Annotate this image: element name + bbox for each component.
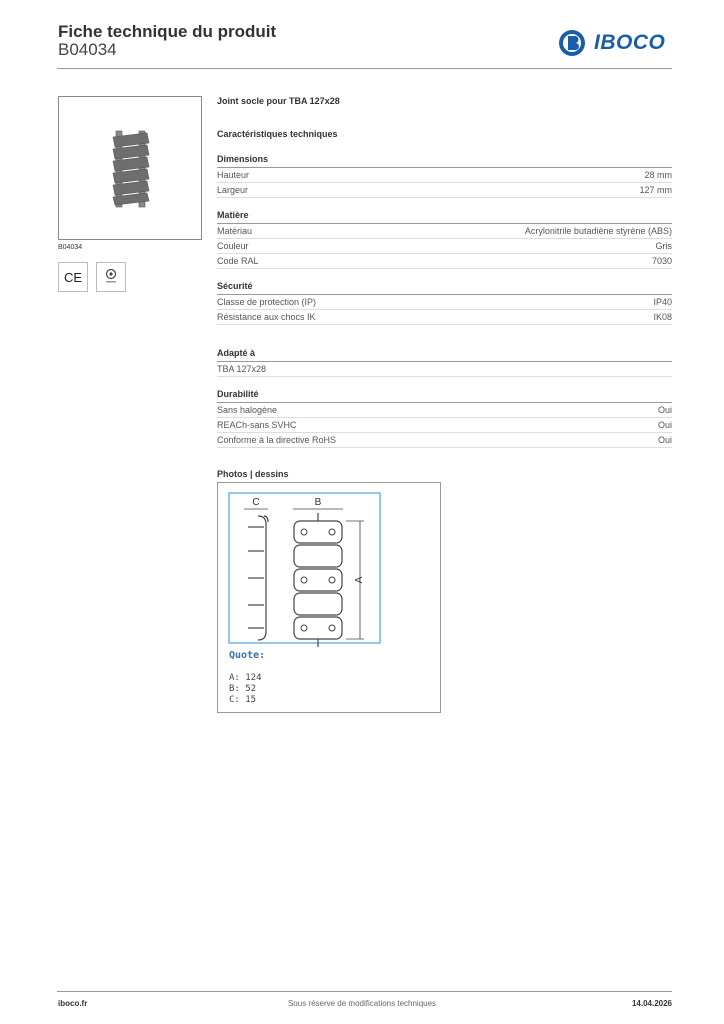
footer-website-link[interactable]: iboco.fr: [58, 999, 88, 1008]
spec-row: Sans halogène Oui: [217, 403, 672, 418]
section-securite-title: Sécurité: [217, 281, 672, 295]
section-durabilite-title: Durabilité: [217, 389, 672, 403]
spec-row: REACh-sans SVHC Oui: [217, 418, 672, 433]
photos-heading: Photos | dessins: [217, 469, 289, 479]
spec-row: Conforme à la directive RoHS Oui: [217, 433, 672, 448]
footer-disclaimer: Sous réserve de modifications techniques: [287, 999, 437, 1008]
quote-b: B: 52: [229, 684, 257, 694]
section-matiere-title: Matière: [217, 210, 672, 224]
quote-a: A: 124: [229, 673, 262, 683]
photo-reference-label: B04034: [58, 244, 83, 251]
dim-label-c: C: [252, 497, 260, 508]
characteristics-heading: Caractéristiques techniques: [217, 129, 338, 139]
footer-divider: [57, 991, 672, 992]
spec-row: Classe de protection (IP) IP40: [217, 295, 672, 310]
technical-drawing: [217, 482, 441, 713]
spec-row: Code RAL 7030: [217, 254, 672, 269]
spec-row: Largeur 127 mm: [217, 183, 672, 198]
product-reference: B04034: [58, 40, 117, 59]
svg-text:CE: CE: [63, 270, 83, 285]
header-divider: [57, 68, 672, 69]
product-image: [59, 97, 201, 239]
spec-row: Hauteur 28 mm: [217, 168, 672, 183]
product-photo: [58, 96, 202, 240]
brand-name: IBOCO: [594, 31, 666, 54]
product-name: Joint socle pour TBA 127x28: [217, 96, 340, 106]
spec-row: TBA 127x28: [217, 362, 672, 377]
halogen-free-icon: [96, 262, 126, 292]
quote-title: Quote:: [229, 650, 266, 661]
dim-label-b: B: [314, 497, 322, 508]
dim-label-a: A: [354, 576, 365, 584]
page-title: Fiche technique du produit: [58, 22, 277, 41]
spec-row: Résistance aux chocs IK IK08: [217, 310, 672, 325]
quote-c: C: 15: [229, 695, 257, 705]
ce-mark-icon: [58, 262, 88, 292]
spec-row: Matériau Acrylonitrile butadiène styrène (ABS): [217, 224, 672, 239]
section-adapte-title: Adapté à: [217, 348, 672, 362]
footer-date: 14.04.2026: [631, 999, 672, 1008]
spec-row: Couleur Gris: [217, 239, 672, 254]
specifications: [217, 96, 672, 479]
section-dimensions-title: Dimensions: [217, 154, 672, 168]
